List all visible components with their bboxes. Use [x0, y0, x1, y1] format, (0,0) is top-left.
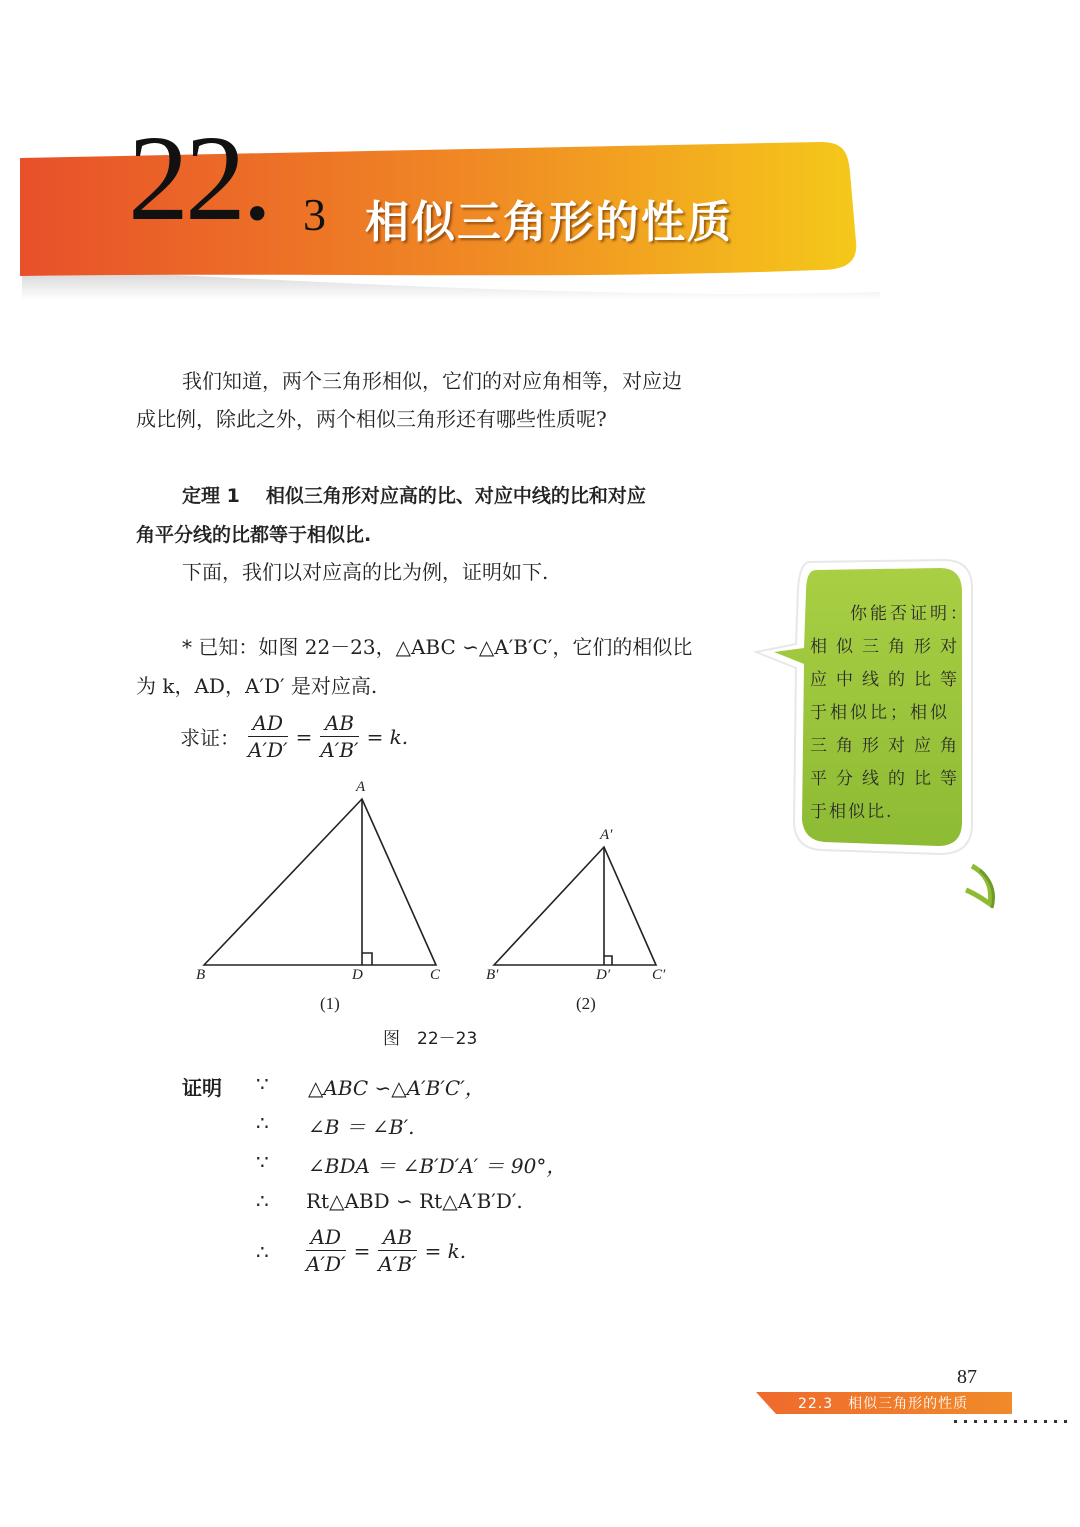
- therefore-symbol: ∴: [256, 1240, 269, 1264]
- fraction-ad: [248, 710, 288, 763]
- intro-line-2: 成比例，除此之外，两个相似三角形还有哪些性质呢?: [136, 407, 607, 431]
- label-a: A: [356, 779, 366, 795]
- theorem-line-2: 角平分线的比都等于相似比.: [136, 524, 372, 546]
- proof-step-3: ∠BDA ＝ ∠B′D′A′ ＝ 90°，: [308, 1154, 567, 1178]
- proof-final: [306, 1224, 466, 1277]
- proof-step-2: ∠B ＝ ∠B′.: [308, 1115, 415, 1139]
- because-symbol: ∵: [256, 1150, 269, 1174]
- section-title: 相似三角形的性质: [365, 197, 733, 248]
- prove-tail: = k.: [366, 724, 409, 749]
- fraction-ab: [320, 710, 358, 763]
- label-d-prime: D′: [596, 967, 611, 983]
- fraction-ad: [306, 1224, 346, 1277]
- label-b: B: [196, 967, 206, 983]
- section-number: 3: [303, 189, 326, 240]
- therefore-symbol: ∴: [256, 1189, 269, 1213]
- given-line-2: 为 k，AD，A′D′ 是对应高.: [136, 674, 378, 698]
- bubble-line-4: 于相似比；相似: [810, 703, 950, 723]
- label-c-prime: C′: [652, 967, 666, 983]
- proof-label: 证明: [182, 1076, 222, 1100]
- lead-text: 下面，我们以对应高的比为例，证明如下.: [182, 560, 549, 584]
- bubble-line-6: 平分线的比等: [810, 769, 966, 789]
- figure-triangles: [180, 775, 700, 1025]
- fraction-denominator: A′D′: [248, 738, 288, 762]
- proof-final-tail: = k.: [424, 1238, 467, 1263]
- chapter-number: 22.: [128, 111, 269, 246]
- fraction-denominator: A′D′: [306, 1252, 346, 1276]
- bubble-line-7: 于相似比.: [810, 802, 894, 822]
- bubble-line-2: 相似三角形对: [810, 637, 966, 657]
- theorem-label: 定理 1: [182, 485, 240, 507]
- triangle-a-prime: [494, 847, 656, 965]
- triangle-abc: [204, 799, 436, 965]
- label-a-prime: A′: [600, 827, 613, 843]
- bubble-line-3: 应中线的比等: [810, 670, 966, 690]
- fraction-denominator: A′B′: [320, 738, 359, 762]
- label-b-prime: B′: [486, 967, 499, 983]
- fraction-numerator: AD: [306, 1224, 346, 1251]
- prove-label: 求证：: [180, 726, 240, 750]
- right-angle-mark: [362, 953, 372, 965]
- intro-line-1: 我们知道，两个三角形相似，它们的对应角相等，对应边: [182, 369, 682, 393]
- figure-caption: 图 22－23: [383, 1029, 478, 1049]
- bubble-line-1: 你能否证明：: [850, 604, 970, 624]
- label-c: C: [430, 967, 441, 983]
- fraction-numerator: AB: [378, 1224, 416, 1251]
- fraction-denominator: A′B′: [378, 1252, 417, 1276]
- figure-sub-2: (2): [576, 994, 596, 1013]
- prove-statement: [180, 710, 408, 763]
- equals-sign: =: [295, 724, 313, 749]
- footer-section-label: 22.3 相似三角形的性质: [798, 1396, 969, 1412]
- fraction-numerator: AD: [248, 710, 288, 737]
- therefore-symbol: ∴: [256, 1111, 269, 1135]
- given-line-1: * 已知：如图 22－23，△ABC ∽△A′B′C′，它们的相似比: [182, 635, 693, 659]
- fraction-numerator: AB: [320, 710, 358, 737]
- proof-step-1: △ABC ∽△A′B′C′，: [308, 1076, 485, 1100]
- page-number: 87: [957, 1366, 977, 1388]
- theorem-text-1: 相似三角形对应高的比、对应中线的比和对应: [265, 485, 646, 507]
- fraction-ab: [378, 1224, 416, 1277]
- bubble-line-5: 三角形对应角: [810, 736, 966, 756]
- right-angle-mark: [604, 956, 612, 965]
- label-d: D: [352, 967, 363, 983]
- equals-sign: =: [353, 1238, 371, 1263]
- because-symbol: ∵: [256, 1072, 269, 1096]
- figure-sub-1: (1): [320, 994, 340, 1013]
- proof-step-4: Rt△ABD ∽ Rt△A′B′D′.: [306, 1189, 523, 1213]
- theorem-line-1: [182, 482, 646, 510]
